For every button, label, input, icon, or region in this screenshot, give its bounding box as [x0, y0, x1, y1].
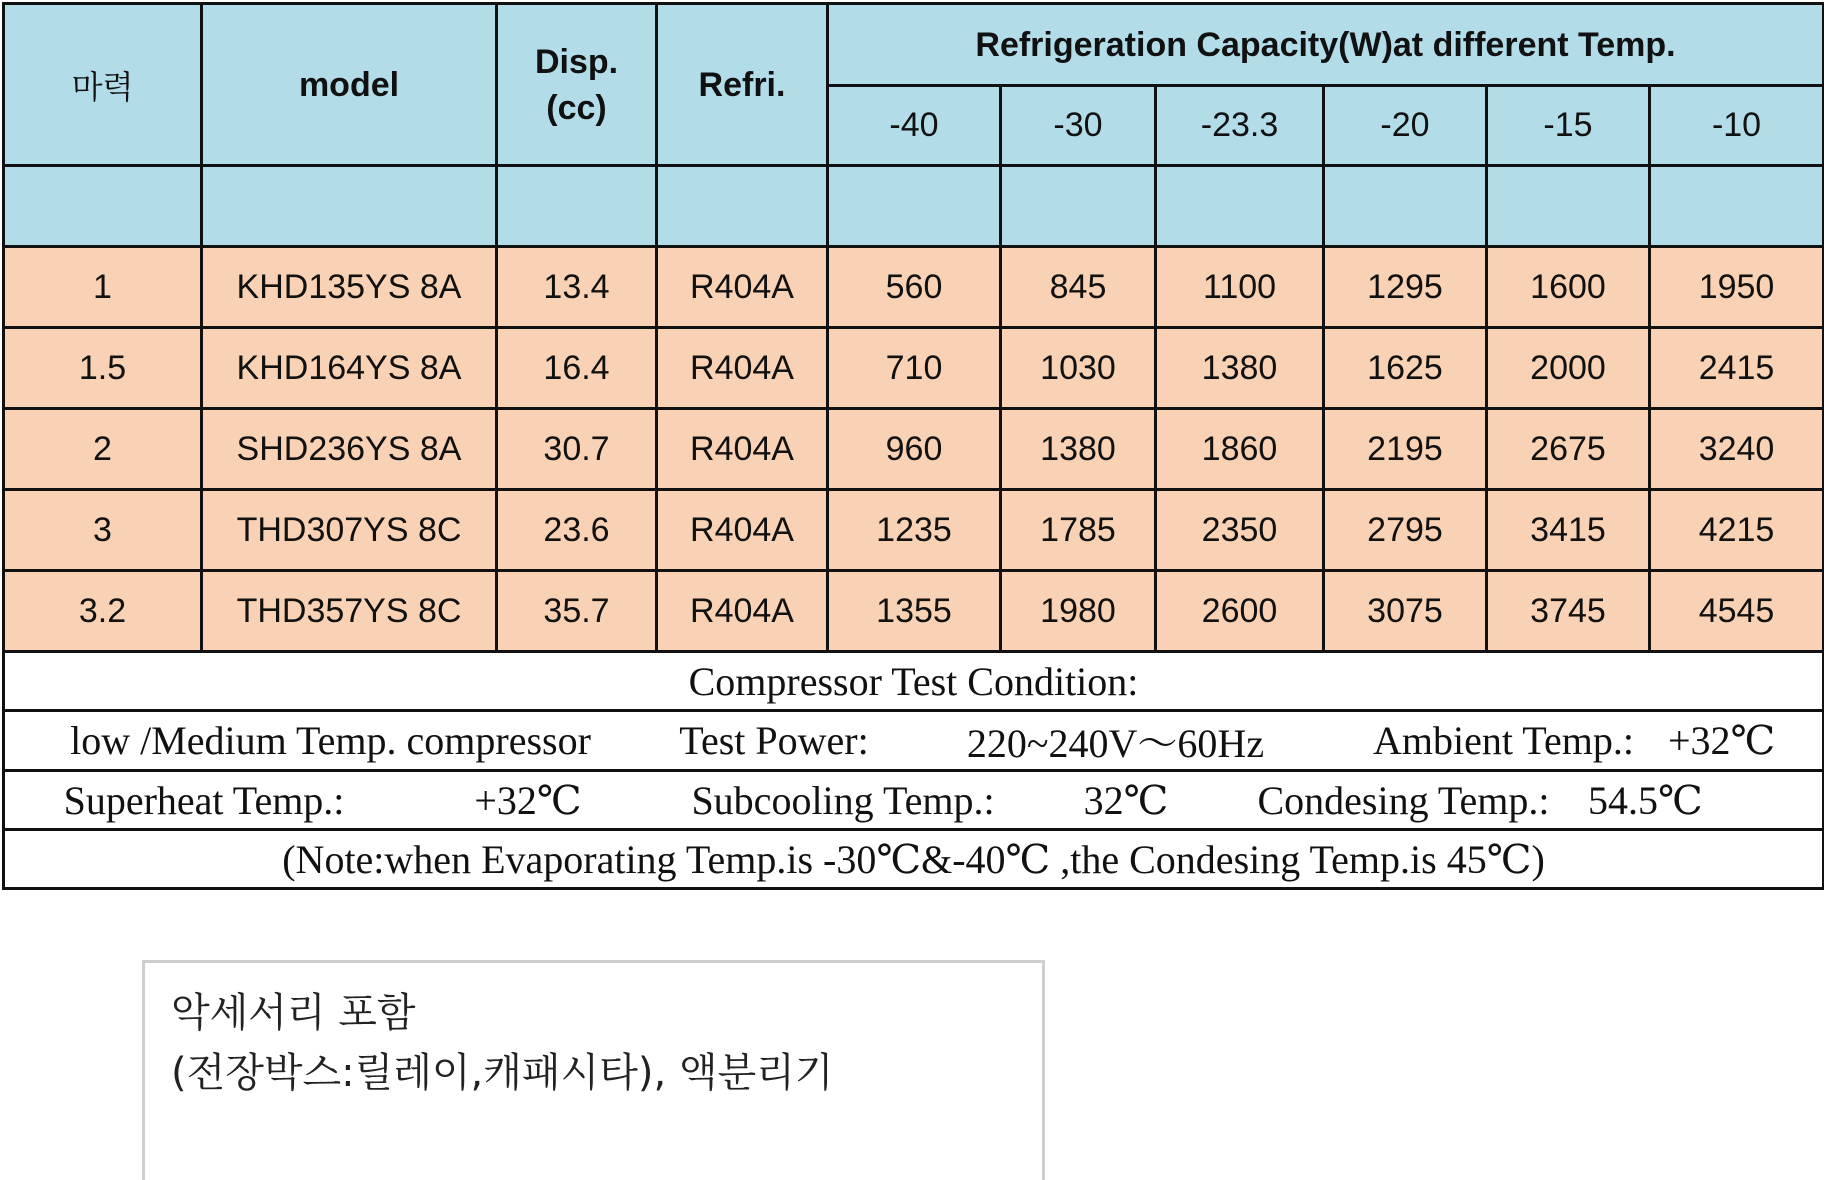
- cell-capacity: 2675: [1487, 409, 1650, 490]
- conditions-title-row: [4, 652, 1824, 711]
- compressor-type-text: low /Medium Temp. compressor: [70, 718, 591, 763]
- cell-capacity: 4215: [1650, 490, 1824, 571]
- header-temp: -20: [1324, 86, 1487, 166]
- accessory-note-box: [142, 960, 1045, 1180]
- cell-model: THD307YS 8C: [202, 490, 497, 571]
- cell-capacity: 560: [828, 247, 1001, 328]
- header-capacity-title-label: Refrigeration Capacity(W)at different Temp.: [975, 25, 1676, 64]
- cell-capacity: 710: [828, 328, 1001, 409]
- header-temp: -23.3: [1156, 86, 1324, 166]
- cell-capacity: 1030: [1001, 328, 1156, 409]
- header-disp-line1: Disp.: [534, 42, 619, 81]
- header-temp: -40: [828, 86, 1001, 166]
- cell-capacity: 1235: [828, 490, 1001, 571]
- condensing-value: 54.5℃: [1588, 777, 1703, 823]
- cell-capacity: 2415: [1650, 328, 1824, 409]
- cell-capacity: 960: [828, 409, 1001, 490]
- header-temp: -10: [1650, 86, 1824, 166]
- cell-horsepower: 1.5: [4, 328, 202, 409]
- header-temp: -15: [1487, 86, 1650, 166]
- cell-model: THD357YS 8C: [202, 571, 497, 652]
- cell-refrigerant: R404A: [657, 328, 828, 409]
- cell-displacement: 30.7: [497, 409, 657, 490]
- cell-capacity: 1785: [1001, 490, 1156, 571]
- header-model-label: model: [298, 65, 400, 104]
- header-displacement: [497, 4, 657, 166]
- blank-cell: [657, 166, 828, 247]
- blank-cell: [1324, 166, 1487, 247]
- subcooling-label: Subcooling Temp.:: [691, 777, 995, 823]
- conditions-temp-line: [5, 777, 1822, 824]
- cell-capacity: 1380: [1156, 328, 1324, 409]
- cell-displacement: 16.4: [497, 328, 657, 409]
- cell-capacity: 1950: [1650, 247, 1824, 328]
- conditions-power-row: [4, 711, 1824, 771]
- cell-capacity: 1355: [828, 571, 1001, 652]
- accessory-note-line1: 악세서리 포함: [171, 990, 416, 1036]
- cell-refrigerant: R404A: [657, 247, 828, 328]
- conditions-temp-cell: [4, 771, 1824, 830]
- condensing-label: Condesing Temp.:: [1257, 777, 1550, 823]
- blank-cell: [202, 166, 497, 247]
- superheat-label: Superheat Temp.:: [63, 777, 345, 823]
- table-row: [4, 571, 1824, 652]
- table-row: [4, 247, 1824, 328]
- conditions-note: (Note:when Evaporating Temp.is -30℃&-40℃ ,the Condesing Temp.is 45℃): [4, 830, 1824, 889]
- cell-capacity: 1600: [1487, 247, 1650, 328]
- table-row: [4, 409, 1824, 490]
- accessory-note-line2: (전장박스:릴레이,캐패시타), 액분리기: [171, 1050, 834, 1096]
- subcooling-value: 32℃: [1083, 777, 1169, 823]
- compressor-spec-table: [2, 2, 1824, 890]
- cell-capacity: 1100: [1156, 247, 1324, 328]
- cell-capacity: 2000: [1487, 328, 1650, 409]
- test-power-label: Test Power:: [679, 718, 869, 763]
- ambient-temp-value: +32℃: [1668, 718, 1776, 763]
- cell-capacity: 3240: [1650, 409, 1824, 490]
- header-horsepower-label: 마력: [71, 67, 134, 106]
- cell-horsepower: 3: [4, 490, 202, 571]
- cell-capacity: 2600: [1156, 571, 1324, 652]
- cell-refrigerant: R404A: [657, 571, 828, 652]
- cell-horsepower: 3.2: [4, 571, 202, 652]
- blank-cell: [1156, 166, 1324, 247]
- conditions-power-cell: [4, 711, 1824, 771]
- table-row: [4, 490, 1824, 571]
- cell-horsepower: 2: [4, 409, 202, 490]
- cell-capacity: 2195: [1324, 409, 1487, 490]
- header-refrigerant: [657, 4, 828, 166]
- conditions-note-row: [4, 830, 1824, 889]
- cell-displacement: 23.6: [497, 490, 657, 571]
- cell-capacity: 1295: [1324, 247, 1487, 328]
- blank-cell: [497, 166, 657, 247]
- table-row: [4, 328, 1824, 409]
- conditions-temp-row: [4, 771, 1824, 830]
- header-temp: -30: [1001, 86, 1156, 166]
- cell-refrigerant: R404A: [657, 490, 828, 571]
- superheat-value: +32℃: [474, 777, 582, 823]
- conditions-title: Compressor Test Condition:: [4, 652, 1824, 711]
- cell-displacement: 35.7: [497, 571, 657, 652]
- cell-capacity: 1625: [1324, 328, 1487, 409]
- header-capacity-title: [828, 4, 1824, 86]
- header-refrigerant-label: Refri.: [698, 65, 786, 104]
- test-power-value: 220~240V～60Hz: [966, 721, 1265, 766]
- cell-capacity: 3415: [1487, 490, 1650, 571]
- header-horsepower: [4, 4, 202, 166]
- conditions-power-line: [5, 712, 1822, 769]
- cell-capacity: 1860: [1156, 409, 1324, 490]
- cell-capacity: 845: [1001, 247, 1156, 328]
- cell-model: KHD135YS 8A: [202, 247, 497, 328]
- blank-header-row: [4, 166, 1824, 247]
- cell-capacity: 3745: [1487, 571, 1650, 652]
- header-model: [202, 4, 497, 166]
- header-disp-line2: (cc): [546, 88, 607, 127]
- cell-capacity: 4545: [1650, 571, 1824, 652]
- cell-capacity: 1380: [1001, 409, 1156, 490]
- cell-capacity: 1980: [1001, 571, 1156, 652]
- ambient-temp-label: Ambient Temp.:: [1373, 718, 1634, 763]
- blank-cell: [4, 166, 202, 247]
- cell-displacement: 13.4: [497, 247, 657, 328]
- cell-refrigerant: R404A: [657, 409, 828, 490]
- blank-cell: [1001, 166, 1156, 247]
- blank-cell: [828, 166, 1001, 247]
- blank-cell: [1650, 166, 1824, 247]
- cell-capacity: 2795: [1324, 490, 1487, 571]
- cell-model: SHD236YS 8A: [202, 409, 497, 490]
- cell-model: KHD164YS 8A: [202, 328, 497, 409]
- cell-capacity: 2350: [1156, 490, 1324, 571]
- cell-capacity: 3075: [1324, 571, 1487, 652]
- blank-cell: [1487, 166, 1650, 247]
- cell-horsepower: 1: [4, 247, 202, 328]
